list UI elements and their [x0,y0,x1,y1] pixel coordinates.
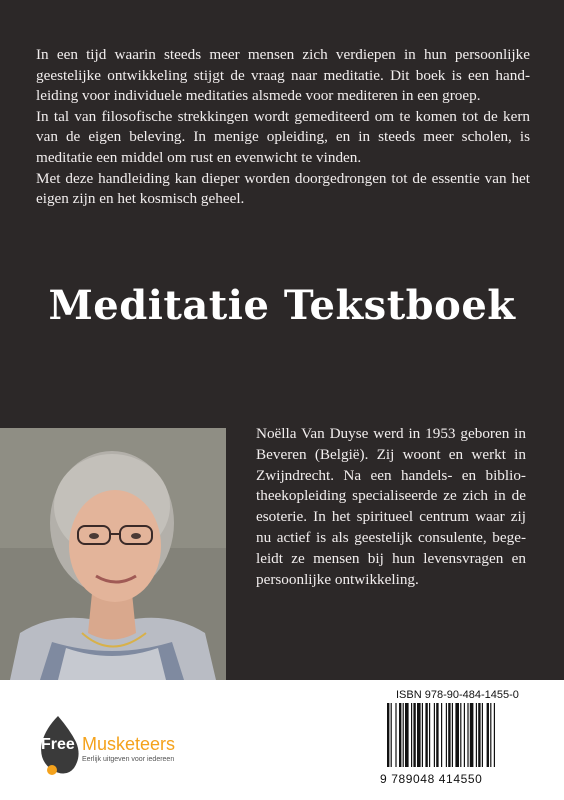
author-portrait-image [0,428,226,680]
barcode-bar [436,703,438,767]
barcode-bar [464,703,465,767]
barcode-bar [448,703,450,767]
book-title: Meditatie Tekstboek [48,282,516,329]
intro-paragraph-1: In een tijd waarin steeds meer mensen zich verdiepen in hun persoonlijke geestelijke ontwikkeling stijgt de vraag naar meditatie. Dit boek is een hand-leiding voor individuele meditaties alsmede voor mediteren in een groep. [36,46,530,105]
barcode-bar [429,703,430,767]
barcode-bar [425,703,427,767]
barcode-bar [417,703,421,767]
barcode-bar [487,703,489,767]
barcode-bar [470,703,474,767]
publisher-name-musketeers: Musketeers [82,734,176,754]
barcode-bar [403,703,404,767]
isbn-label: ISBN 978-90-484-1455-0 [396,689,519,701]
barcode-bar [482,703,483,767]
barcode-bar [422,703,423,767]
barcode-bar [446,703,447,767]
publisher-tagline: Eerlijk uitgeven voor iedereen [82,756,175,763]
barcode-bar [411,703,412,767]
barcode-bar [413,703,415,767]
barcode-icon [387,703,528,767]
barcode-bar [455,703,459,767]
barcode-bar [434,703,435,767]
intro-text [36,45,530,210]
barcode-bar [460,703,461,767]
intro-paragraph-2: In tal van filosofische strekkingen wordt gemediteerd om te komen tot de kern van de eigen beleving. In menige opleiding, en in steeds meer scholen, is meditatie een middel om rust en evenwicht te vinden. [36,107,530,166]
barcode-bar [387,703,389,767]
barcode-bar [494,703,495,767]
barcode-bar [395,703,396,767]
barcode-bar [399,703,401,767]
author-photo [0,428,226,680]
barcode-bar [405,703,409,767]
barcode-digits: 9 789048 414550 [380,772,483,786]
barcode-bar [478,703,480,767]
barcode-bar [452,703,453,767]
barcode-bar [441,703,442,767]
intro-paragraph-3: Met deze handleiding kan dieper worden doorgedrongen tot de essentie van het eigen zijn en het kosmisch geheel. [36,169,530,208]
barcode-bar [467,703,468,767]
barcode-bar [391,703,392,767]
barcode-bar [490,703,491,767]
barcode-bar [476,703,477,767]
author-bio: Noëlla Van Duyse werd in 1953 geboren in Beveren (België). Zij woont en werkt in Zwijndrecht. Na een handels- en biblio-theekopleiding specialiseerde ze zich in de esoterie. In het spiritueel centrum waar zij nu actief is als geestelijk consulente, bege-leidt ze mensen bij hun levensvragen en persoonlijke ontwikkeling. [256,425,526,588]
publisher-name-free: Free [41,736,75,753]
